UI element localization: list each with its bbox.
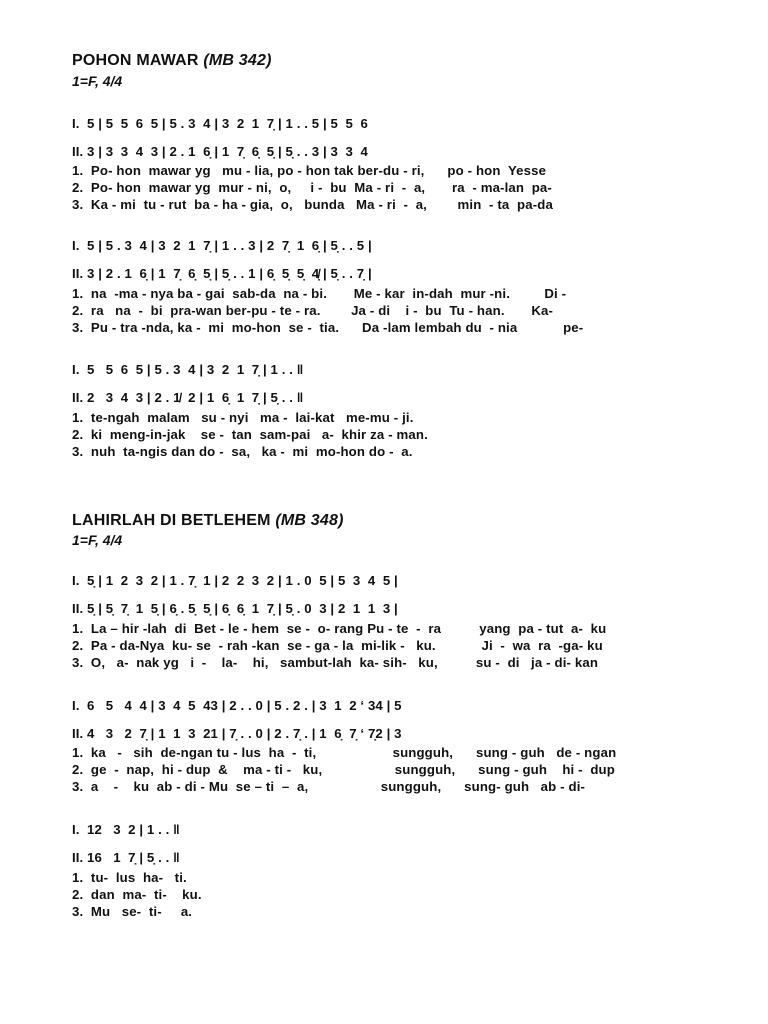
lyric-row-verse-1: 1. tu- lus ha- ti.: [72, 870, 187, 885]
notes-row-voice-2: II. 16 1 7̣ | 5̣ . . ‖: [72, 850, 180, 865]
lyric-row-verse-3: 3. nuh ta-ngis dan do - sa, ka - mi mo-hon do - a.: [72, 444, 413, 459]
lyric-row-verse-3: 3. Ka - mi tu - rut ba - ha - gia, o, bunda Ma - ri - a, min - ta pa-da: [72, 197, 553, 212]
lyric-row-verse-3: 3. Mu se- ti- a.: [72, 904, 193, 919]
notes-row-voice-2: II. 4 3 2 7̣ | 1 1 3 21 | 7̣ . . 0 | 2 . 7̣ . | 1 6̣ 7̣ ‘ 7̣2 | 3: [72, 726, 402, 741]
song-title-lahirlah-di-betlehem: [72, 512, 344, 530]
song-ref: (MB 342): [203, 52, 272, 69]
lyric-row-verse-2: 2. ki meng-in-jak se - tan sam-pai a- khir za - man.: [72, 427, 428, 442]
song-title-text: LAHIRLAH DI BETLEHEM: [72, 512, 271, 529]
song-key: 1=F, 4/4: [72, 73, 123, 89]
notes-row-voice-1: I. 5 | 5 . 3 4 | 3 2 1 7̣ | 1 . . 3 | 2 7̣ 1 6̣ | 5̣ . . 5 |: [72, 238, 372, 253]
lyric-row-verse-2: 2. Pa - da-Nya ku- se - rah -kan se - ga - la mi-lik - ku. Ji - wa ra -ga- ku: [72, 638, 603, 653]
notes-row-voice-1: I. 5̣ | 1 2 3 2 | 1 . 7̣ 1 | 2 2 3 2 | 1 . 0 5 | 5 3 4 5 |: [72, 573, 398, 588]
lyric-row-verse-1: 1. te-ngah malam su - nyi ma - lai-kat me-mu - ji.: [72, 410, 414, 425]
notes-row-voice-1: I. 5 5 6 5 | 5 . 3 4 | 3 2 1 7̣ | 1 . . ‖: [72, 362, 304, 377]
song-title-text: POHON MAWAR: [72, 52, 199, 69]
notes-row-voice-2: II. 3 | 3 3 4 3 | 2 . 1 6̣ | 1 7̣ 6̣ 5̣ | 5̣ . . 3 | 3 3 4: [72, 144, 368, 159]
notes-row-voice-1: I. 6 5 4 4 | 3 4 5 43 | 2 . . 0 | 5 . 2 . | 3 1 2 ‘ 34 | 5: [72, 698, 402, 713]
notes-row-voice-1: I. 5 | 5 5 6 5 | 5 . 3 4 | 3 2 1 7̣ | 1 . . 5 | 5 5 6: [72, 116, 368, 131]
lyric-row-verse-3: 3. Pu - tra -nda, ka - mi mo-hon se - tia. Da -lam lembah du - nia pe-: [72, 320, 584, 335]
lyric-row-verse-1: 1. Po- hon mawar yg mu - lia, po - hon tak ber-du - ri, po - hon Yesse: [72, 163, 547, 178]
notes-row-voice-2: II. 5̣ | 5̣ 7̣ 1 5̣ | 6̣ . 5̣ 5̣ | 6̣ 6̣ 1 7̣ | 5̣ . 0 3 | 2 1 1 3 |: [72, 601, 398, 616]
lyric-row-verse-1: 1. ka - sih de-ngan tu - lus ha - ti, sungguh, sung - guh de - ngan: [72, 745, 617, 760]
song-ref: (MB 348): [275, 512, 344, 529]
notes-row-voice-1: I. 12 3 2 | 1 . . ‖: [72, 822, 180, 837]
lyric-row-verse-2: 2. Po- hon mawar yg mur - ni, o, i - bu Ma - ri - a, ra - ma-lan pa-: [72, 180, 552, 195]
notes-row-voice-2: II. 3 | 2 . 1 6̣ | 1 7̣ 6̣ 5̣ | 5̣ . . 1 | 6̣ 5̣ 5̣ 4̸̣ | 5̣ . . 7̣ |: [72, 266, 372, 281]
lyric-row-verse-3: 3. O, a- nak yg i - la- hi, sambut-lah ka- sih- ku, su - di ja - di- kan: [72, 655, 599, 670]
song-key: 1=F, 4/4: [72, 532, 123, 548]
lyric-row-verse-2: 2. dan ma- ti- ku.: [72, 887, 202, 902]
lyric-row-verse-2: 2. ra na - bi pra-wan ber-pu - te - ra. Ja - di i - bu Tu - han. Ka-: [72, 303, 554, 318]
lyric-row-verse-2: 2. ge - nap, hi - dup & ma - ti - ku, sungguh, sung - guh hi - dup: [72, 762, 615, 777]
notes-row-voice-2: II. 2 3 4 3 | 2 . 1̸ 2 | 1 6̣ 1 7̣ | 5̣ . . ‖: [72, 390, 304, 405]
lyric-row-verse-1: 1. La – hir -lah di Bet - le - hem se - o- rang Pu - te - ra yang pa - tut a- ku: [72, 621, 607, 636]
song-title-pohon-mawar: [72, 52, 272, 70]
lyric-row-verse-3: 3. a - ku ab - di - Mu se – ti – a, sungguh, sung- guh ab - di-: [72, 779, 586, 794]
lyric-row-verse-1: 1. na -ma - nya ba - gai sab-da na - bi. Me - kar in-dah mur -ni. Di -: [72, 286, 567, 301]
